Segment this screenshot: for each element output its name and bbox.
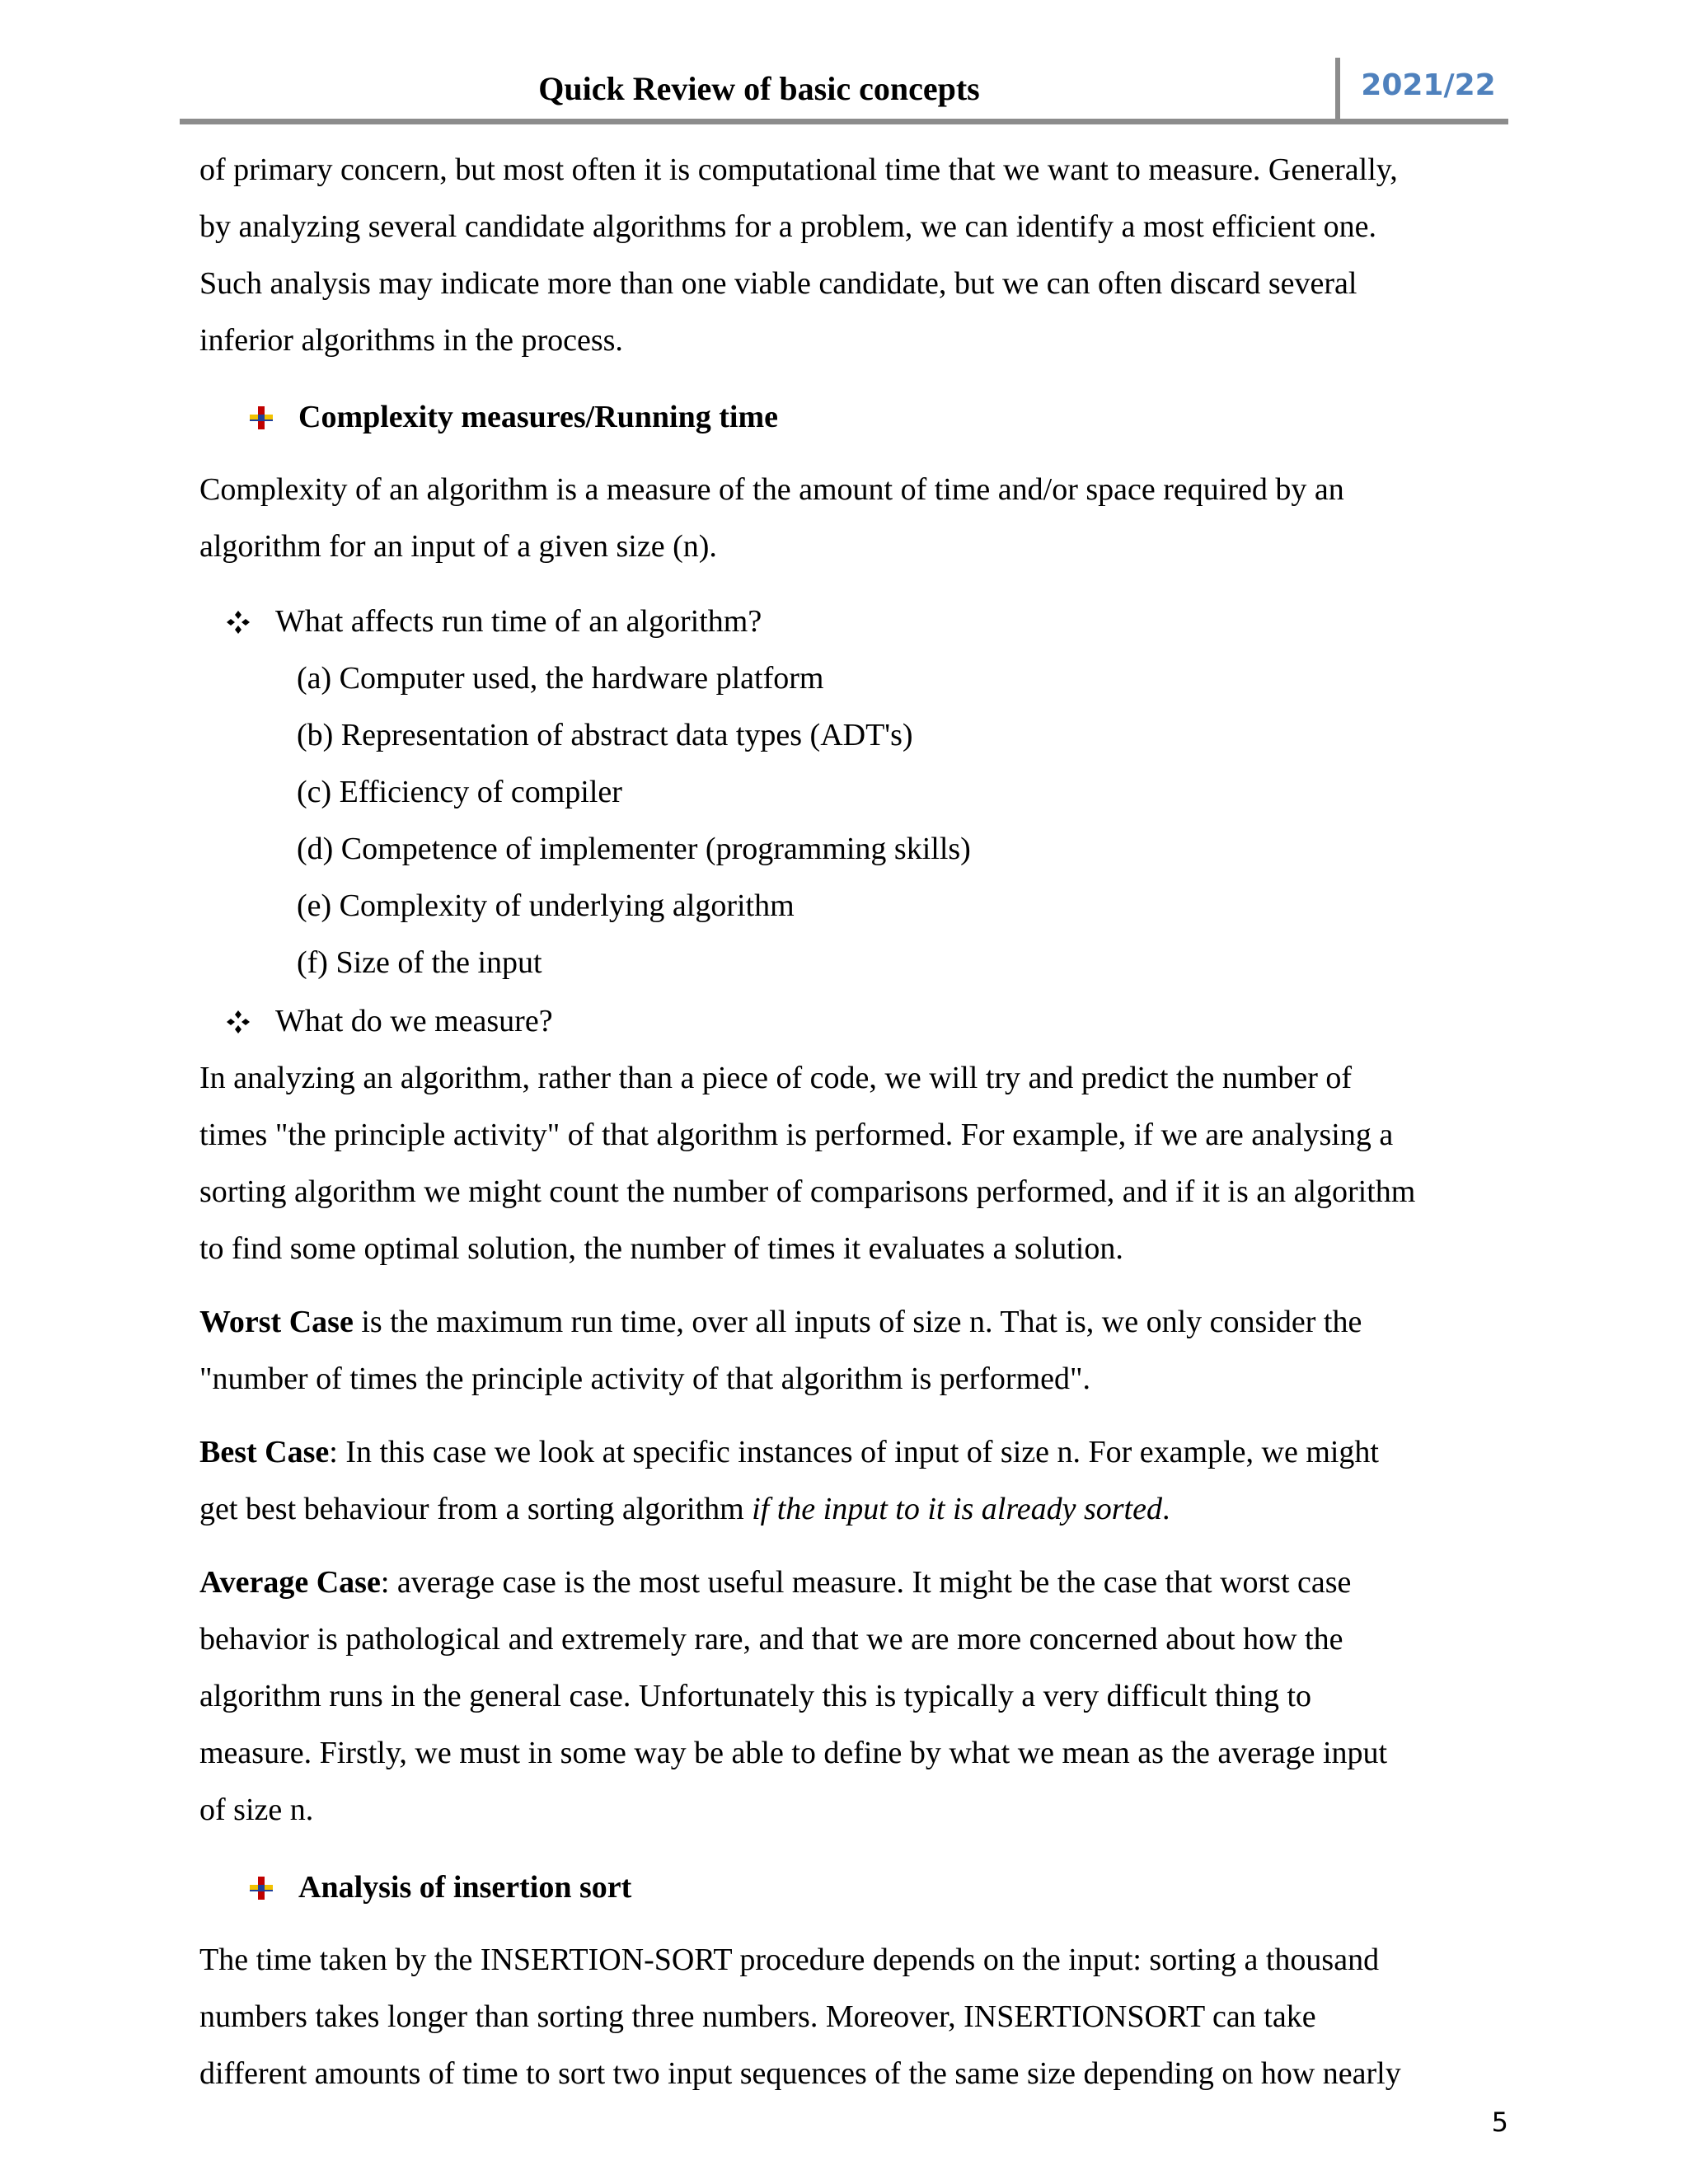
paragraph-line: measure. Firstly, we must in some way be able to define by what we mean as the average input: [199, 1736, 1388, 1770]
runtime-question: [226, 593, 762, 650]
section-heading-insertion-sort: [249, 1859, 631, 1916]
average-case-paragraph: [199, 1554, 1502, 1839]
average-case-term: Average Case: [199, 1565, 381, 1600]
intro-line: of primary concern, but most often it is computational time that we want to measure. Generally,: [199, 152, 1398, 187]
list-item: (b) Representation of abstract data types (ADT's): [297, 718, 913, 752]
page-number: 5: [1491, 2107, 1508, 2138]
section-heading-complexity: [249, 389, 778, 446]
insertion-sort-paragraph: [199, 1932, 1502, 2102]
header-separator: [1335, 58, 1340, 120]
paragraph-line: to find some optimal solution, the number of times it evaluates a solution.: [199, 1231, 1123, 1266]
measure-question: [226, 993, 553, 1050]
runtime-factors-list: [297, 650, 971, 991]
bullet-text: What do we measure?: [275, 1004, 553, 1038]
paragraph-line: different amounts of time to sort two input sequences of the same size depending on how nearly: [199, 2056, 1401, 2091]
diamond-icon: [226, 610, 251, 635]
measure-paragraph: [199, 1050, 1502, 1277]
header-rule: [180, 119, 1508, 124]
diamond-icon: [226, 1010, 251, 1034]
list-item: (c) Efficiency of compiler: [297, 775, 622, 809]
paragraph-line: algorithm runs in the general case. Unfortunately this is typically a very difficult thing to: [199, 1679, 1312, 1713]
intro-line: Such analysis may indicate more than one viable candidate, but we can often discard several: [199, 266, 1357, 301]
list-item: (a) Computer used, the hardware platform: [297, 661, 824, 696]
list-item: (f) Size of the input: [297, 945, 542, 980]
paragraph-line: behavior is pathological and extremely rare, and that we are more concerned about how the: [199, 1622, 1343, 1657]
section-heading-text: Complexity measures/Running time: [298, 400, 778, 434]
plus-icon: [249, 405, 274, 430]
paragraph-line: times "the principle activity" of that algorithm is performed. For example, if we are analysing a: [199, 1118, 1394, 1152]
intro-line: by analyzing several candidate algorithms for a problem, we can identify a most efficient one.: [199, 209, 1377, 244]
paragraph-line: "number of times the principle activity of that algorithm is performed".: [199, 1361, 1091, 1396]
header-title: Quick Review of basic concepts: [538, 70, 980, 107]
paragraph-line: [199, 1481, 1502, 1538]
header-year: 2021/22: [1361, 68, 1496, 102]
paragraph-line: In analyzing an algorithm, rather than a piece of code, we will try and predict the number of: [199, 1061, 1353, 1095]
section-heading-text: Analysis of insertion sort: [298, 1870, 632, 1905]
page-header: [180, 54, 1508, 129]
bullet-text: What affects run time of an algorithm?: [275, 604, 762, 639]
paragraph-line: The time taken by the INSERTION-SORT procedure depends on the input: sorting a thousand: [199, 1943, 1380, 1977]
best-case-text: : In this case we look at specific instances of input of size n. For example, we might: [329, 1435, 1379, 1469]
paragraph-line: sorting algorithm we might count the number of comparisons performed, and if it is an algorithm: [199, 1174, 1416, 1209]
paragraph-line: algorithm for an input of a given size (n).: [199, 529, 717, 564]
average-case-text: : average case is the most useful measure. It might be the case that worst case: [380, 1565, 1352, 1600]
paragraph-line: [199, 1424, 1502, 1481]
plus-icon: [249, 1876, 274, 1900]
list-item: (e) Complexity of underlying algorithm: [297, 888, 795, 923]
worst-case-text: is the maximum run time, over all inputs of size n. That is, we only consider the: [353, 1305, 1362, 1339]
paragraph-line: numbers takes longer than sorting three numbers. Moreover, INSERTIONSORT can take: [199, 1999, 1316, 2034]
intro-line: inferior algorithms in the process.: [199, 323, 623, 358]
best-case-term: Best Case: [199, 1435, 330, 1469]
best-case-text-start: get best behaviour from a sorting algorithm: [199, 1492, 753, 1526]
list-item: (d) Competence of implementer (programming skills): [297, 832, 971, 866]
paragraph-line: [199, 1294, 1502, 1351]
intro-paragraph: [199, 142, 1502, 369]
complexity-paragraph: [199, 462, 1502, 575]
best-case-italic: if the input to it is already sorted: [752, 1492, 1162, 1526]
paragraph-line: Complexity of an algorithm is a measure of the amount of time and/or space required by an: [199, 472, 1344, 507]
worst-case-term: Worst Case: [199, 1305, 354, 1339]
paragraph-line: [199, 1554, 1502, 1611]
paragraph-line: of size n.: [199, 1793, 314, 1827]
best-case-paragraph: [199, 1424, 1502, 1538]
worst-case-paragraph: [199, 1294, 1502, 1408]
best-case-text-end: .: [1161, 1492, 1170, 1526]
